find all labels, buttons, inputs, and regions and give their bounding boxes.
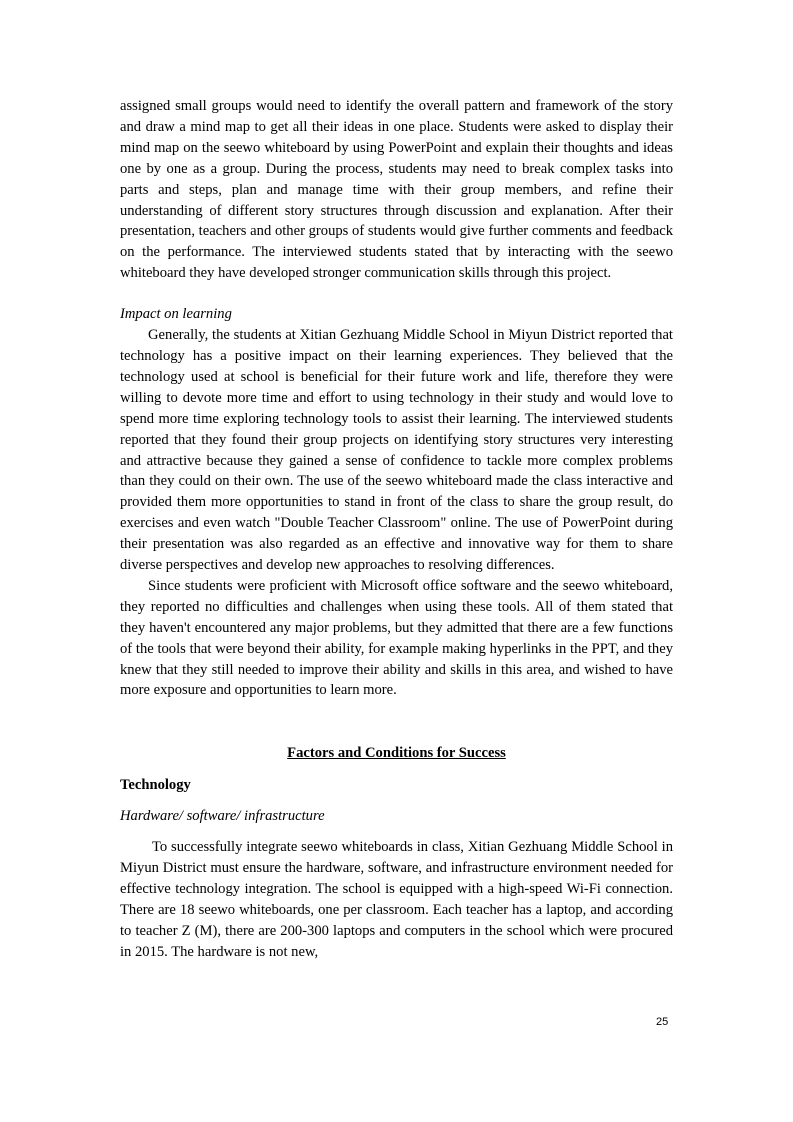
hardware-paragraph: To successfully integrate seewo whiteboards in class, Xitian Gezhuang Middle School in Miyun District must ensure the hardware, software, and infrastructure environment needed for effective technology integration. The school is equipped with a high-speed Wi-Fi connection. There are 18 seewo whiteboards, one per classroom. Each teacher has a laptop, and according to teacher Z (M), there are 200-300 laptops and computers in the school which were procured in 2015. The hardware is not new, (120, 839, 673, 960)
page-number: 25 (656, 1016, 669, 1028)
intro-paragraph: assigned small groups would need to identify the overall pattern and framework of the story and draw a mind map to get all their ideas in one place. Students were asked to display their mind map on the seewo whiteboard by using PowerPoint and explain their thoughts and ideas one by one as a group. During the process, students may need to break complex tasks into parts and steps, plan and manage time with their group members, and refine their understanding of different story structures through discussion and explanation. After their presentation, teachers and other groups of students would give further comments and feedback on the performance. The interviewed students stated that by interacting with the seewo whiteboard they have developed stronger communication skills through this project. (120, 98, 673, 282)
hardware-heading: Hardware/ software/ infrastructure (120, 808, 325, 825)
technology-heading: Technology (120, 777, 191, 794)
impact-heading: Impact on learning (120, 306, 232, 323)
impact-paragraph-2: Since students were proficient with Microsoft office software and the seewo whiteboard, they reported no difficulties and challenges when using these tools. All of them stated that they haven't encountered any major problems, but they admitted that there are a few functions of the tools that were beyond their ability, for example making hyperlinks in the PPT, and they knew that they still needed to improve their ability and skills in this area, and wished to have more exposure and opportunities to learn more. (120, 577, 673, 699)
impact-paragraph-1: Generally, the students at Xitian Gezhuang Middle School in Miyun District reported that technology has a positive impact on their learning experiences. They believed that the technology used at school is beneficial for their future work and life, therefore they were willing to devote more time and effort to using technology in their study and would love to spend more time exploring technology tools to assist their learning. The interviewed students reported that they found their group projects on identifying story structures very interesting and attractive because they gained a sense of confidence to tackle more complex problems than they could on their own. The use of the seewo whiteboard made the class interactive and provided them more opportunities to stand in front of the class to share the group result, do exercises and even watch "Double Teacher Classroom" online. The use of PowerPoint during their presentation was also regarded as an effective and innovative way for them to share diverse perspectives and develop new approaches to resolving differences. (120, 327, 673, 574)
page-body (120, 96, 673, 963)
section-title: Factors and Conditions for Success (287, 745, 506, 762)
